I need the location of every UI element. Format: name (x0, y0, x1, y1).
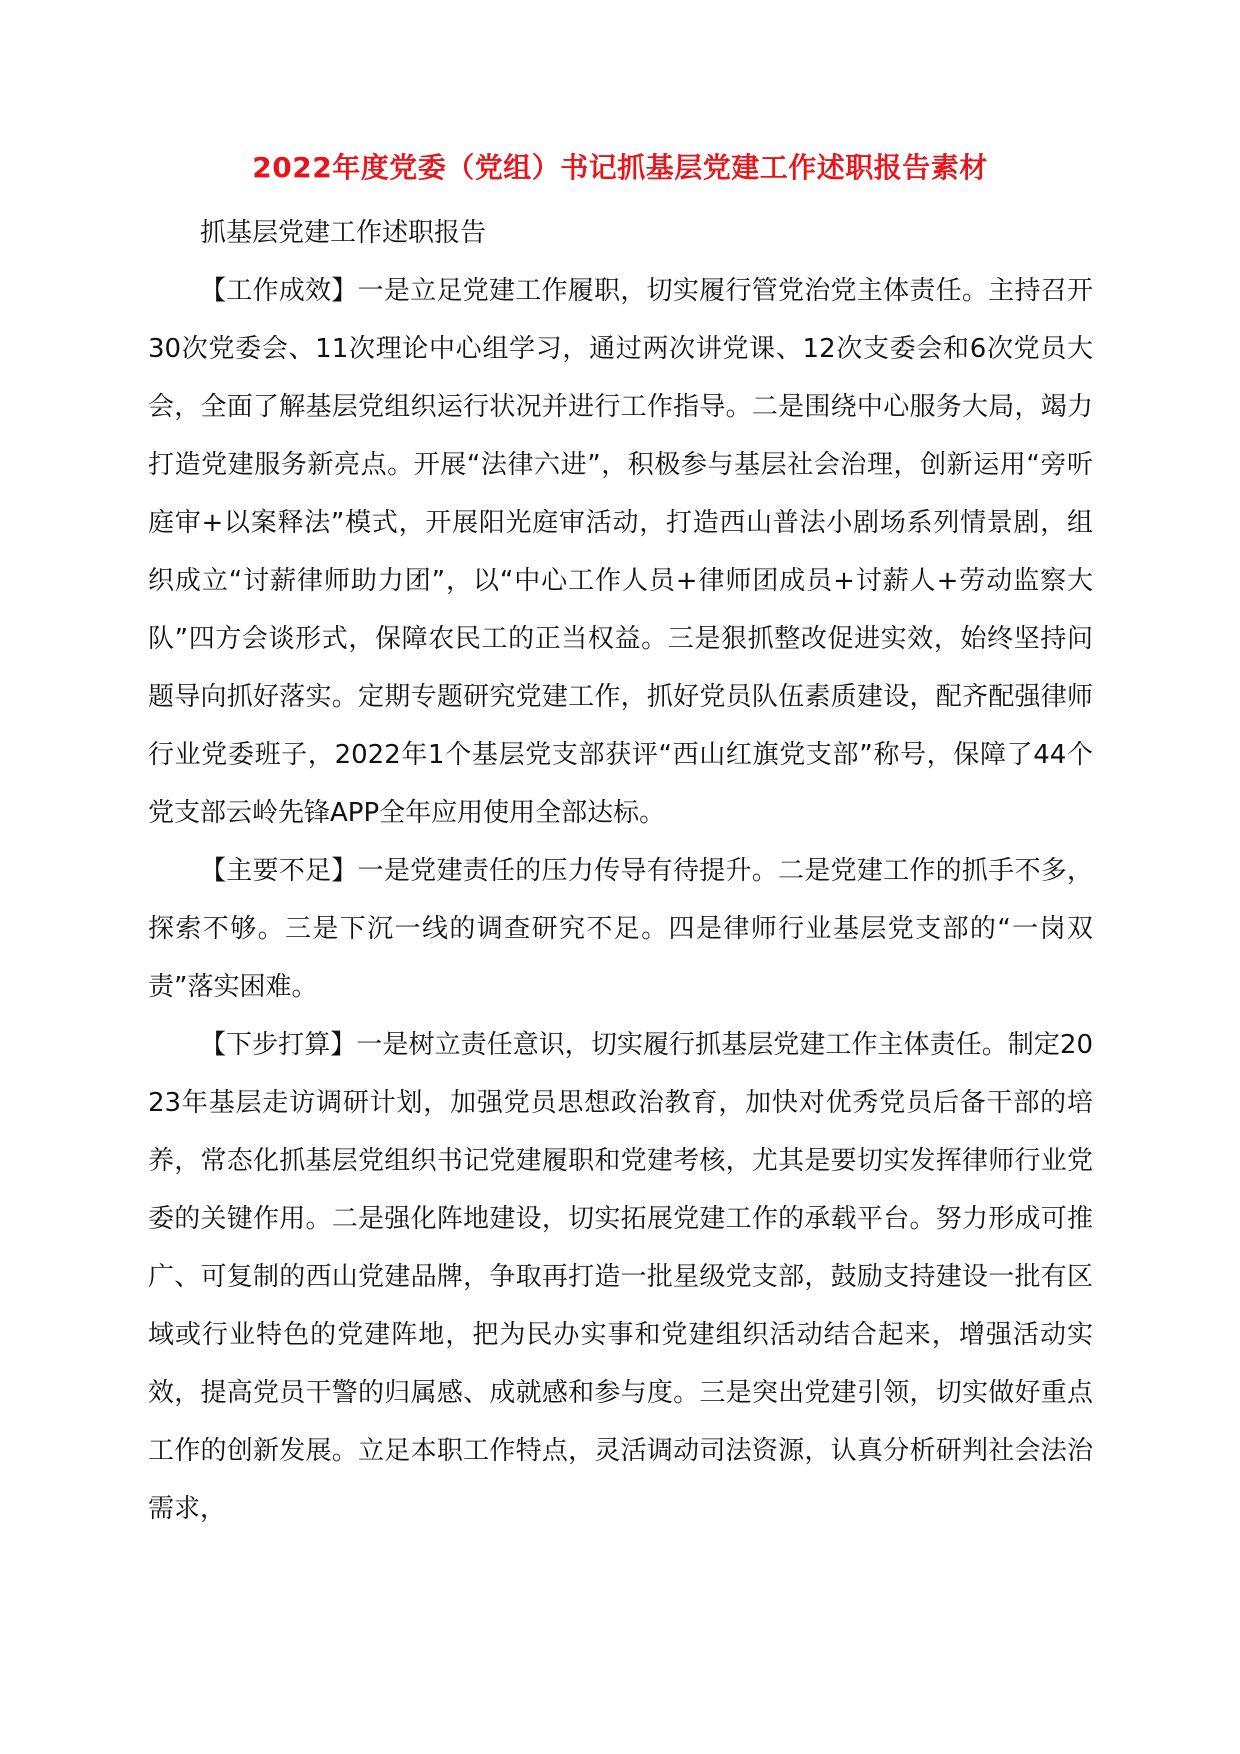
document-title: 2022年度党委（党组）书记抓基层党建工作述职报告素材 (252, 151, 988, 184)
paragraph-work-results: 【工作成效】一是立足党建工作履职，切实履行管党治党主体责任。主持召开30次党委会、11次理论中心组学习，通过两次讲党课、12次支委会和6次党员大会，全面了解基层党组织运行状况并进行工作指导。二是围绕中心服务大局，竭力打造党建服务新亮点。开展“法律六进”，积极参与基层社会治理，创新运用“旁听庭审+以案释法”模式，开展阳光庭审活动，打造西山普法小剧场系列情景剧，组织成立“讨薪律师助力团”，以“中心工作人员+律师团成员+讨薪人+劳动监察大队”四方会谈形式，保障农民工的正当权益。三是狠抓整改促进实效，始终坚持问题导向抓好落实。定期专题研究党建工作，抓好党员队伍素质建设，配齐配强律师行业党委班子，2022年1个基层党支部获评“西山红旗党支部”称号，保障了44个党支部云岭先锋APP全年应用使用全部达标。 (148, 276, 1093, 828)
document-body (148, 204, 1093, 1538)
paragraph-next-steps: 【下步打算】一是树立责任意识，切实履行抓基层党建工作主体责任。制定2023年基层走访调研计划，加强党员思想政治教育，加快对优秀党员后备干部的培养，常态化抓基层党组织书记党建履职和党建考核，尤其是要切实发挥律师行业党委的关键作用。二是强化阵地建设，切实拓展党建工作的承载平台。努力形成可推广、可复制的西山党建品牌，争取再打造一批星级党支部，鼓励支持建设一批有区域或行业特色的党建阵地，把为民办实事和党建组织活动结合起来，增强活动实效，提高党员干警的归属感、成就感和参与度。三是突出党建引领，切实做好重点工作的创新发展。立足本职工作特点，灵活调动司法资源，认真分析研判社会法治需求， (148, 1030, 1093, 1524)
document-subtitle: 抓基层党建工作述职报告 (200, 218, 487, 248)
paragraph-shortcomings: 【主要不足】一是党建责任的压力传导有待提升。二是党建工作的抓手不多，探索不够。三是下沉一线的调查研究不足。四是律师行业基层党支部的“一岗双责”落实困难。 (148, 856, 1093, 1002)
